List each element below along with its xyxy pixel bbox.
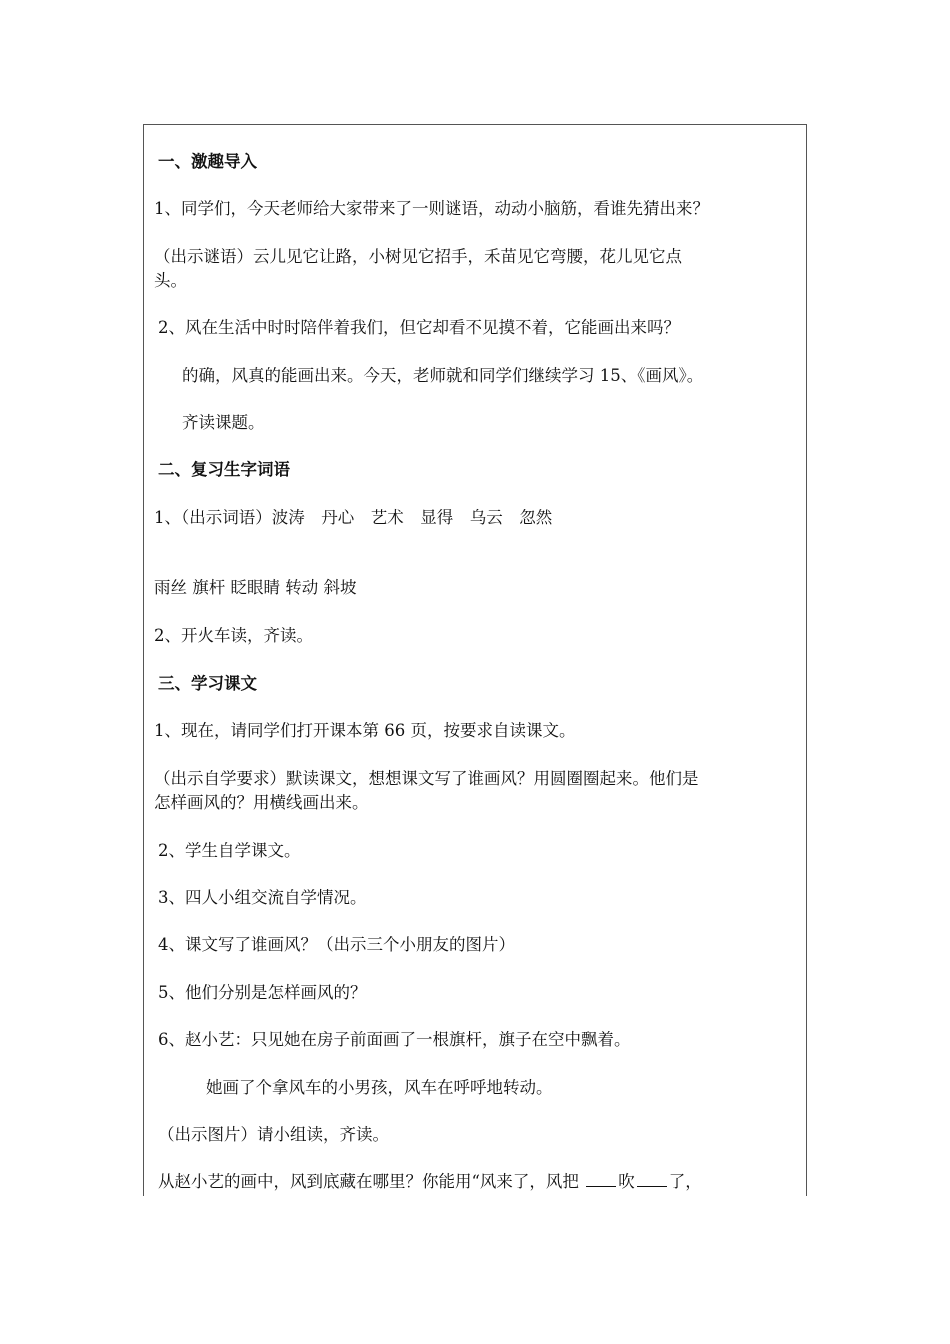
paragraph: 1、现在，请同学们打开课本第 66 页，按要求自读课文。 [154, 721, 576, 740]
paragraph: 2、风在生活中时时陪伴着我们，但它却看不见摸不着，它能画出来吗？ [158, 318, 680, 337]
paragraph: 2、学生自学课文。 [158, 841, 301, 860]
fill-blank [637, 1170, 667, 1187]
paragraph: （出示谜语）云儿见它让路，小树见它招手，禾苗见它弯腰，花儿见它点 [154, 247, 682, 266]
paragraph: 6、赵小艺：只见她在房子前面画了一根旗杆，旗子在空中飘着。 [158, 1030, 631, 1049]
section-heading-intro: 一、激趣导入 [158, 152, 257, 171]
sentence-part: 从赵小艺的画中，风到底藏在哪里？你能用“风来了，风把 [158, 1172, 579, 1191]
section-heading-review: 二、复习生字词语 [158, 460, 290, 479]
paragraph: 齐读课题。 [182, 413, 265, 432]
sentence-part: 吹 [618, 1172, 635, 1191]
paragraph: 5、他们分别是怎样画风的？ [158, 983, 367, 1002]
paragraph: 2、开火车读，齐读。 [154, 626, 313, 645]
paragraph: （出示自学要求）默读课文，想想课文写了谁画风？用圆圈圈起来。他们是 [154, 769, 699, 788]
sentence-part: 了， [668, 1172, 702, 1191]
paragraph: 头。 [154, 271, 187, 290]
paragraph: 的确，风真的能画出来。今天，老师就和同学们继续学习 15、《画风》。 [182, 366, 704, 385]
fill-blank [586, 1170, 616, 1187]
fill-in-sentence [158, 1170, 702, 1194]
paragraph: 1、同学们，今天老师给大家带来了一则谜语，动动小脑筋，看谁先猜出来？ [154, 199, 709, 218]
lesson-plan-table-cell [143, 124, 807, 1196]
paragraph: 4、课文写了谁画风？（出示三个小朋友的图片） [158, 935, 515, 954]
paragraph: 1、（出示词语）波涛 丹心 艺术 显得 乌云 忽然 [154, 508, 553, 527]
paragraph: 3、四人小组交流自学情况。 [158, 888, 367, 907]
paragraph: 怎样画风的？用横线画出来。 [154, 793, 369, 812]
section-heading-study: 三、学习课文 [158, 674, 257, 693]
paragraph: 雨丝 旗杆 眨眼睛 转动 斜坡 [154, 578, 357, 597]
paragraph: （出示图片）请小组读，齐读。 [158, 1125, 389, 1144]
paragraph: 她画了个拿风车的小男孩，风车在呼呼地转动。 [206, 1078, 553, 1097]
